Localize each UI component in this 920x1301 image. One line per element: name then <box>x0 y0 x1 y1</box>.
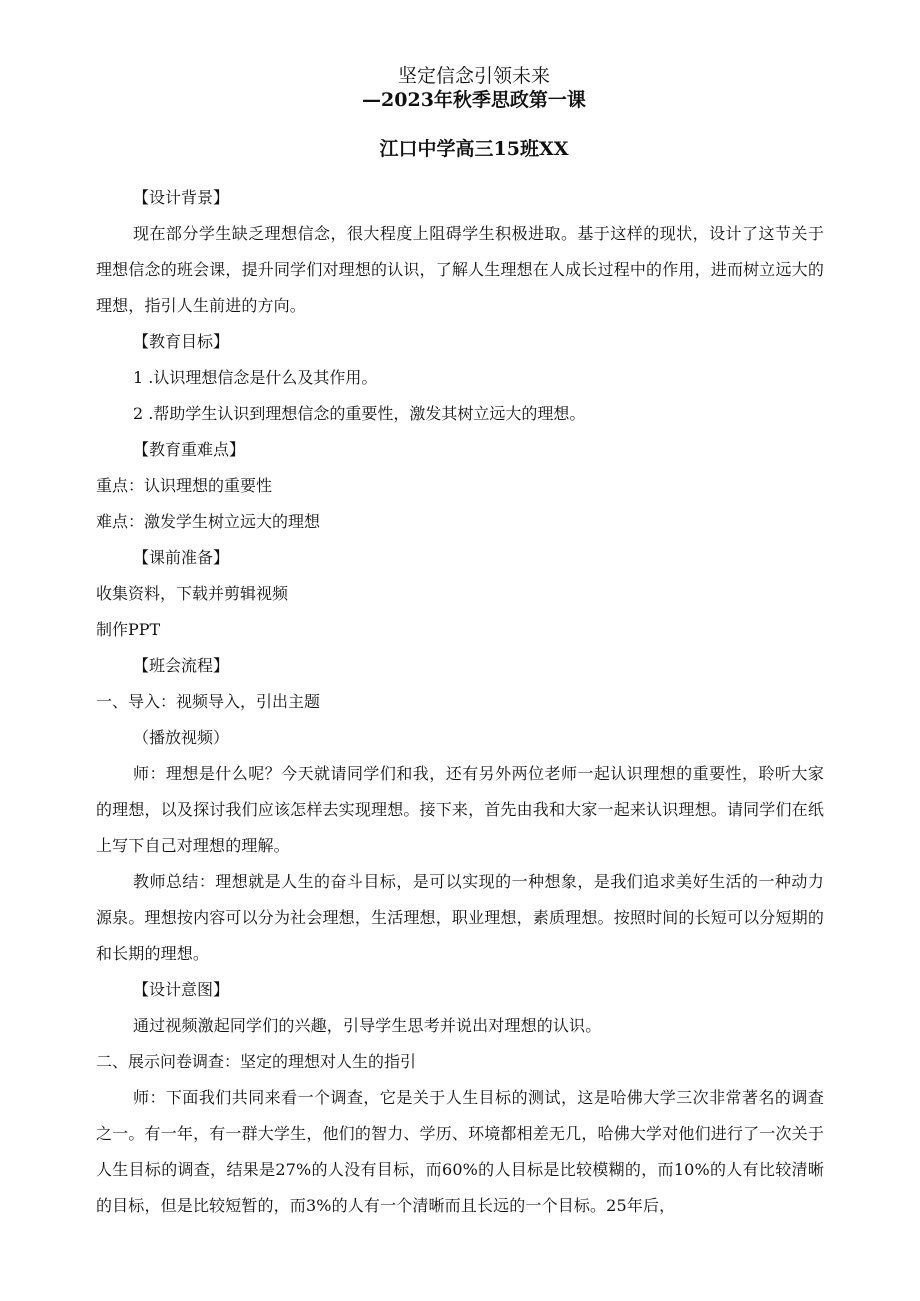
heading-design-intent: 【设计意图】 <box>133 980 230 999</box>
difficult-point: 难点：激发学生树立远大的理想 <box>96 512 321 531</box>
teacher-summary: 教师总结：理想就是人生的奋斗目标，是可以实现的一种想象，是我们追求美好生活的一种动力源泉。理想按内容可以分为社会理想，生活理想，职业理想，素质理想。按照时间的长短可以分短期的和长期的理想。 <box>96 872 824 963</box>
heading-preparation: 【课前准备】 <box>133 548 230 567</box>
goal-item-2: 2 .帮助学生认识到理想信念的重要性，激发其树立远大的理想。 <box>133 404 586 423</box>
teacher-speech-1: 师：理想是什么呢？今天就请同学们和我，还有另外两位老师一起认识理想的重要性，聆听大家的理想，以及探讨我们应该怎样去实现理想。接下来，首先由我和大家一起来认识理想。请同学们在纸上写下自己对理想的理解。 <box>96 764 824 855</box>
heading-design-background: 【设计背景】 <box>133 188 230 207</box>
document-body <box>96 180 824 1224</box>
paragraph-design-background: 现在部分学生缺乏理想信念，很大程度上阻碍学生积极进取。基于这样的现状，设计了这节关于理想信念的班会课，提升同学们对理想的认识，了解人生理想在人成长过程中的作用，进而树立远大的理想，指引人生前进的方向。 <box>96 224 824 315</box>
paragraph-design-intent: 通过视频激起同学们的兴趣，引导学生思考并说出对理想的认识。 <box>133 1016 602 1035</box>
preparation-item-1: 收集资料，下载并剪辑视频 <box>96 584 289 603</box>
step-1-title: 一、导入：视频导入，引出主题 <box>96 692 321 711</box>
document-title: 坚定信念引领未来 <box>397 65 550 87</box>
key-point: 重点：认识理想的重要性 <box>96 476 273 495</box>
heading-education-goal: 【教育目标】 <box>133 332 230 351</box>
title-block <box>124 64 824 161</box>
step-1-note: （播放视频） <box>133 728 230 747</box>
heading-key-points: 【教育重难点】 <box>133 440 246 459</box>
document-subtitle: —2023年秋季思政第一课 <box>362 89 586 111</box>
document-author: 江口中学高三15班XX <box>379 138 569 160</box>
step-2-title: 二、展示问卷调查：坚定的理想对人生的指引 <box>96 1052 417 1071</box>
preparation-item-2: 制作PPT <box>96 620 161 639</box>
heading-class-process: 【班会流程】 <box>133 656 230 675</box>
goal-item-1: 1 .认识理想信念是什么及其作用。 <box>133 368 378 387</box>
teacher-speech-2: 师：下面我们共同来看一个调查，它是关于人生目标的测试，这是哈佛大学三次非常著名的调查之一。有一年，有一群大学生，他们的智力、学历、环境都相差无几，哈佛大学对他们进行了一次关于人生目标的调查，结果是27%的人没有目标，而60%的人目标是比较模糊的，而10%的人有比较清晰的目标，但是比较短暂的，而3%的人有一个清晰而且长远的一个目标。25年后， <box>96 1088 824 1215</box>
